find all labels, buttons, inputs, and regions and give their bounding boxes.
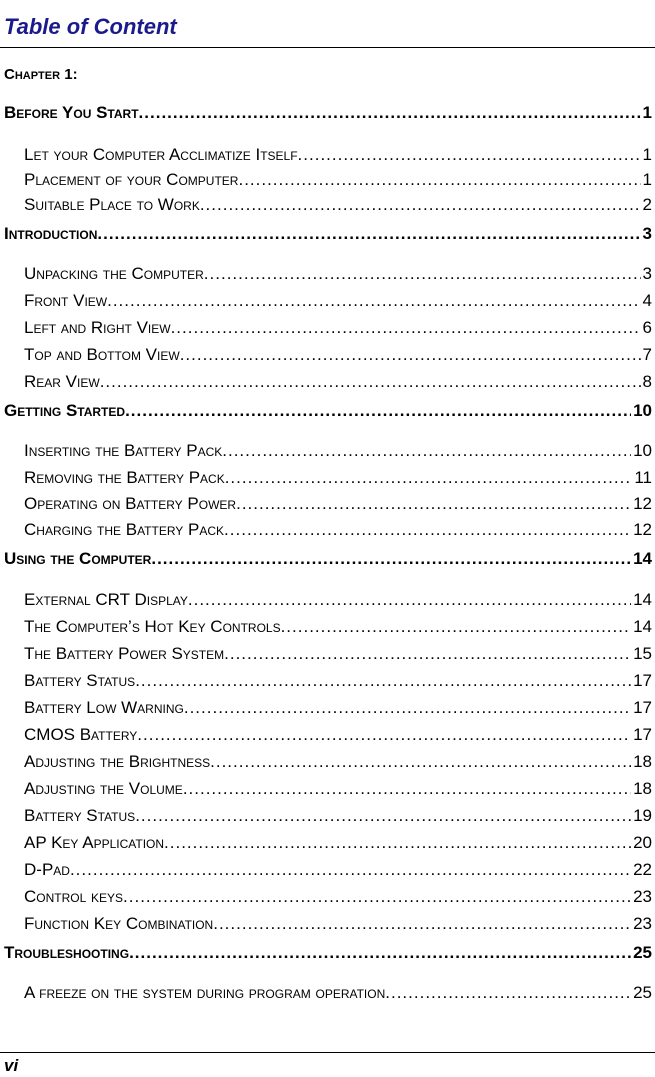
toc-subsection-entry[interactable] [24,914,652,934]
toc-entry-title: Battery Status [24,671,136,690]
toc-dot-leader [135,671,631,691]
toc-subsection-entry[interactable] [24,806,652,826]
toc-entry-page: 1 [642,170,652,189]
toc-entry-title: D-Pad [24,860,70,879]
toc-dot-leader [129,943,631,963]
toc-entry-title: The Computer’s Hot Key Controls [24,617,281,636]
toc-dot-leader [200,195,641,215]
toc-entry-page: 10 [633,441,652,460]
toc-entry-page: 17 [633,671,652,690]
toc-entry-title: Battery Low Warning [24,698,184,717]
toc-entry-title: Top and Bottom View [24,345,180,364]
toc-entry-title: Front View [24,291,108,310]
toc-dot-leader [184,698,631,718]
toc-subsection-entry[interactable] [24,264,652,284]
toc-entry-title: Suitable Place to Work [24,195,200,214]
toc-dot-leader [385,983,631,1003]
toc-dot-leader [139,103,641,123]
toc-subsection-entry[interactable] [24,860,652,880]
toc-entry-page: 15 [633,644,652,663]
toc-entry-page: 18 [633,779,652,798]
page-header [0,0,655,48]
toc-entry-title: Adjusting the Brightness [24,752,211,771]
toc-dot-leader [204,264,641,284]
toc-entry-title: Battery Status [24,806,136,825]
toc-subsection-entry[interactable] [24,617,652,637]
toc-entry-page: 11 [634,468,652,487]
toc-dot-leader [151,549,631,569]
toc-subsection-entry[interactable] [24,318,652,338]
page-number: vi [4,1056,19,1075]
toc-entry-page: 14 [633,549,652,568]
toc-dot-leader [224,520,631,540]
toc-dot-leader [183,779,631,799]
toc-entry-page: 1 [642,103,652,122]
toc-entry-page: 12 [633,520,652,539]
toc-subsection-entry[interactable] [24,291,652,311]
toc-entry-page: 20 [633,833,652,852]
toc-entry-page: 2 [642,195,652,214]
toc-section-entry[interactable] [4,549,652,569]
toc-subsection-entry[interactable] [24,372,652,392]
toc-subsection-entry[interactable] [24,983,652,1003]
toc-entry-page: 10 [633,401,652,420]
toc-subsection-entry[interactable] [24,468,652,488]
toc-entry-title: Control keys [24,887,124,906]
toc-dot-leader [97,224,640,244]
toc-entry-page: 18 [633,752,652,771]
toc-entry-title: A freeze on the system during program operation [24,983,386,1002]
toc-entry-title: Before You Start [4,103,139,122]
toc-subsection-entry[interactable] [24,170,652,190]
toc-entry-title: Using the Computer [4,549,152,568]
toc-entry-title: Placement of your Computer [24,170,239,189]
toc-dot-leader [107,291,640,311]
toc-dot-leader [171,318,641,338]
toc-dot-leader [135,806,631,826]
toc-entry-page: 8 [642,372,652,391]
toc-entry-page: 12 [633,494,652,513]
toc-entry-page: 23 [633,914,652,933]
toc-subsection-entry[interactable] [24,494,652,514]
toc-subsection-entry[interactable] [24,441,652,461]
toc-dot-leader [224,644,631,664]
toc-entry-title: Adjusting the Volume [24,779,183,798]
toc-entry-title: Function Key Combination [24,914,214,933]
toc-subsection-entry[interactable] [24,887,652,907]
toc-subsection-entry[interactable] [24,671,652,691]
toc-entry-title: External CRT Display [24,590,188,609]
toc-dot-leader [70,860,631,880]
toc-section-entry[interactable] [4,401,652,421]
toc-entry-title: Operating on Battery Power [24,494,237,513]
toc-dot-leader [236,494,631,514]
toc-section-entry[interactable] [4,224,652,244]
toc-entry-title: AP Key Application [24,833,165,852]
toc-entry-title: Removing the Battery Pack [24,468,225,487]
toc-entry-page: 3 [642,224,652,243]
toc-dot-leader [298,145,641,165]
toc-dot-leader [123,887,631,907]
toc-subsection-entry[interactable] [24,833,652,853]
toc-entry-page: 25 [633,943,652,962]
toc-dot-leader [213,914,631,934]
toc-entry-title: CMOS Battery [24,725,138,744]
toc-dot-leader [137,725,631,745]
toc-dot-leader [238,170,640,190]
toc-section-entry[interactable] [4,943,652,963]
toc-entry-title: Rear View [24,372,100,391]
toc-dot-leader [225,468,633,488]
toc-entry-title: Getting Started [4,401,126,420]
toc-entry-page: 25 [633,983,652,1002]
toc-entry-title: The Battery Power System [24,644,225,663]
toc-entry-page: 17 [633,698,652,717]
toc-subsection-entry[interactable] [24,345,652,365]
page-title: Table of Content [4,14,177,39]
toc-dot-leader [188,590,631,610]
toc-subsection-entry[interactable] [24,644,652,664]
toc-entry-title: Unpacking the Computer [24,264,204,283]
toc-dot-leader [210,752,631,772]
toc-dot-leader [180,345,641,365]
toc-entry-page: 17 [633,725,652,744]
toc-subsection-entry[interactable] [24,725,652,745]
toc-dot-leader [164,833,631,853]
toc-subsection-entry[interactable] [24,752,652,772]
toc-subsection-entry[interactable] [24,520,652,540]
toc-entry-page: 6 [642,318,652,337]
toc-entry-title: Charging the Battery Pack [24,520,225,539]
toc-entry-title: Let your Computer Acclimatize Itself [24,145,298,164]
toc-entry-page: 4 [642,291,652,310]
toc-entry-title: Troubleshooting [4,943,130,962]
toc-entry-page: 14 [633,590,652,609]
toc-entry-page: 14 [633,617,652,636]
toc-subsection-entry[interactable] [24,195,652,215]
toc-dot-leader [281,617,632,637]
toc-entry-page: 23 [633,887,652,906]
toc-dot-leader [125,401,631,421]
toc-entry-page: 7 [642,345,652,364]
chapter-heading: Chapter 1: [4,66,78,83]
toc-entry-page: 19 [633,806,652,825]
toc-entry-page: 1 [642,145,652,164]
toc-subsection-entry[interactable] [24,779,652,799]
toc-entry-page: 22 [633,860,652,879]
toc-entry-page: 3 [642,264,652,283]
toc-entry-title: Left and Right View [24,318,171,337]
toc-dot-leader [222,441,631,461]
toc-subsection-entry[interactable] [24,590,652,610]
toc-subsection-entry[interactable] [24,698,652,718]
toc-entry-title: Introduction [4,224,98,243]
toc-entry-title: Inserting the Battery Pack [24,441,223,460]
footer-divider [0,1052,655,1053]
toc-section-entry[interactable] [4,103,652,123]
toc-dot-leader [100,372,641,392]
toc-subsection-entry[interactable] [24,145,652,165]
